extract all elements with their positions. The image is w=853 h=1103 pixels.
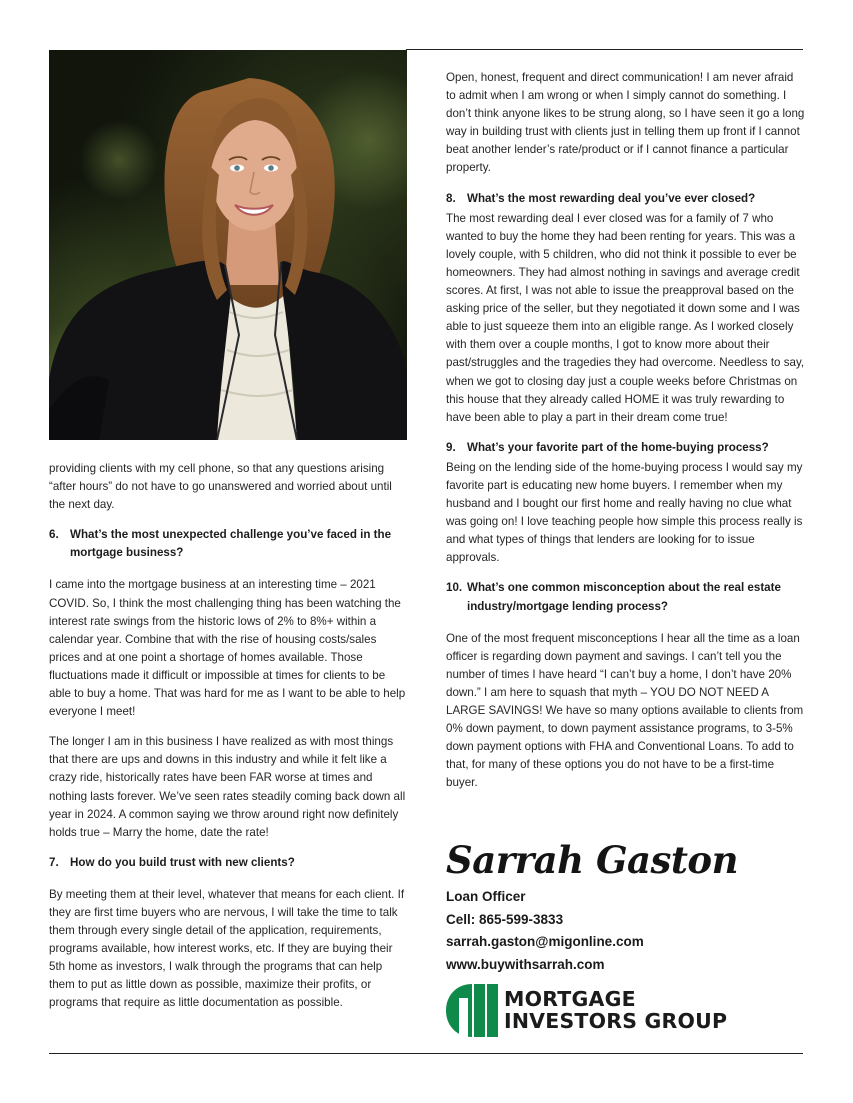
question-8-text: What’s the most rewarding deal you’ve ever closed?: [467, 191, 756, 205]
question-7: [49, 854, 407, 872]
signature-cell[interactable]: Cell: 865-599-3833: [446, 911, 564, 927]
answer-8-paragraph: The most rewarding deal I ever closed was for a family of 7 who wanted to buy the home they had been renting for years. This was a lovely couple, with 5 children, who did not think it possible to ever be homeowners. They had almost nothing in savings and average credit scores. At first, I was not able to issue the preapproval based on the asking price of the seller, but they negotiated it down some and I was able to just squeeze them into an eligible range. As I worked closely with them over a couple months, I got to know more about their past/struggles and the tragedies they had overcome. Needless to say, when we got to closing day just a couple weeks before Christmas on this house that they already called HOME it was truly rewarding to have been able to play a part in their dream come true!: [446, 211, 805, 424]
right-intro-paragraph: Open, honest, frequent and direct communication! I am never afraid to admit when I am wrong or when I simply cannot do something. I don’t think anyone likes to be strung along, so I have seen it go a long way in building trust with clients just in telling them up front if I cannot beat another lender’s rate/product or if I cannot finance a particular property.: [446, 71, 805, 175]
company-logo: [446, 984, 746, 1040]
signature-title: Loan Officer: [446, 889, 526, 904]
answer-6-paragraph-1: I came into the mortgage business at an interesting time – 2021 COVID. So, I think the most challenging thing has been watching the interest rate swings from the historic lows of 2% to 8%+ within a calendar year. Combine that with the rise of housing costs/sales prices and at one point a shortage of homes available. Those fluctuations made it difficult or impossible at times for clients to be able to buy a home. That was hard for me as I want to be able to help everyone I meet!: [49, 578, 406, 719]
top-rule: [406, 49, 803, 50]
signature-email[interactable]: sarrah.gaston@migonline.com: [446, 934, 644, 949]
portrait-photo: [49, 50, 407, 440]
question-6-text: What’s the most unexpected challenge you’ve faced in the mortgage business?: [70, 528, 392, 560]
signature-website[interactable]: www.buywithsarrah.com: [446, 956, 605, 972]
question-6: [49, 526, 407, 562]
question-10-text: What’s one common misconception about the real estate industry/mortgage lending process?: [467, 581, 781, 613]
answer-7-paragraph: By meeting them at their level, whatever that means for each client. If they are first time buyers who are nervous, I will take the time to talk them through every single detail of the application, requirements, programs available, how interest works, etc. If they are buying their 5th home as investors, I walk through the programs that can help them to put as little down as possible, maximize their profits, or programs that require as little documentation as possible.: [49, 887, 405, 1010]
answer-6-paragraph-2: The longer I am in this business I have realized as with most things that there are ups and downs in this industry and while it felt like a crazy ride, historically rates have been FAR worse at times and nothing lasts forever. We’ve seen rates steadily coming back down all year in 2024. A common saying we throw around right now definitely holds true – Marry the home, date the rate!: [49, 735, 406, 839]
signature-name: Sarrah Gaston: [446, 838, 739, 882]
bottom-rule: [49, 1053, 803, 1054]
question-9-number: 9.: [446, 440, 456, 454]
left-intro-paragraph: providing clients with my cell phone, so that any questions arising “after hours” do not have to go unanswered and worried about until the next day.: [49, 462, 392, 512]
question-8: [446, 190, 806, 208]
right-column: [446, 69, 806, 804]
question-10: [446, 579, 806, 615]
question-9-text: What’s your favorite part of the home-buying process?: [467, 440, 769, 454]
question-10-number: 10.: [446, 581, 463, 595]
logo-line-1: MORTGAGE: [504, 987, 636, 1011]
question-8-number: 8.: [446, 191, 456, 205]
question-7-number: 7.: [49, 855, 59, 869]
question-6-number: 6.: [49, 528, 59, 542]
question-7-text: How do you build trust with new clients?: [70, 855, 295, 869]
mig-m-logo-icon: [446, 984, 498, 1037]
signature-block: [446, 838, 806, 976]
portrait-illustration: [49, 50, 407, 440]
left-column: [49, 460, 407, 1025]
logo-line-2: INVESTORS GROUP: [504, 1009, 728, 1033]
logo-wordmark: [504, 988, 727, 1032]
answer-10-paragraph: One of the most frequent misconceptions I hear all the time as a loan officer is regarding down payment and savings. I can’t tell you the number of times I have heard “I can’t buy a home, I don’t have 20% down.” I am here to squash that myth – YOU DO NOT NEED A LARGE SAVINGS! We have so many options available to clients from 0% down payment, to down payment assistance programs, to 3-5% down payment options with FHA and Conventional Loans. To add to that, for many of these options you do not have to be a first-time buyer.: [446, 631, 804, 790]
question-9: [446, 439, 806, 457]
answer-9-paragraph: Being on the lending side of the home-buying process I would say my favorite part is educating new home buyers. I remember when my husband and I bought our first home and really having no clue what was going on! I love teaching people how simple this process really is and what types of things that lenders are looking for to issue approvals.: [446, 460, 803, 565]
